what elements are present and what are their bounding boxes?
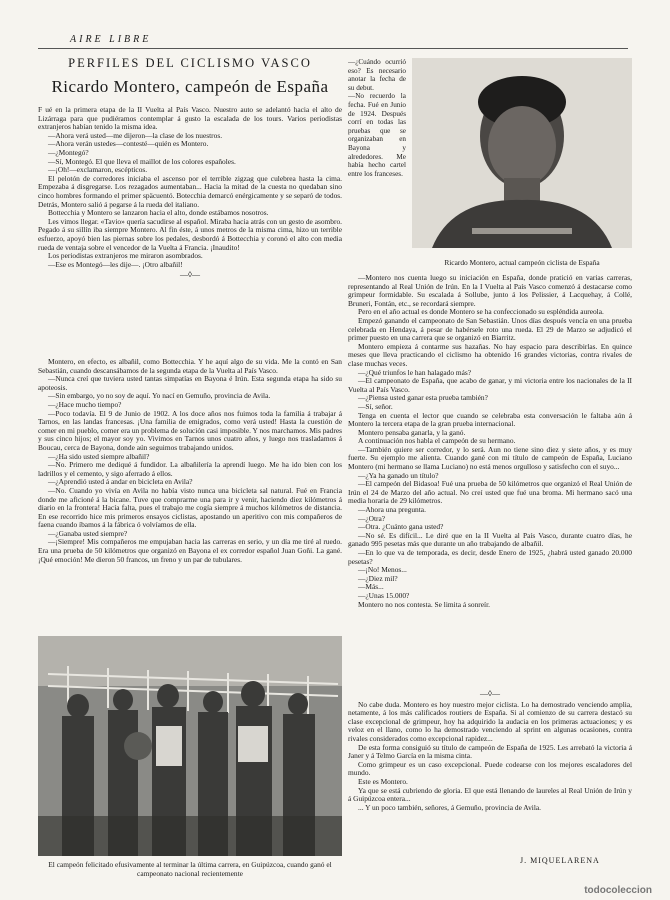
- paragraph: Este es Montero.: [358, 776, 408, 786]
- column-right-end: [348, 688, 632, 852]
- paragraph: —El campeón del Bidasoa! Fué una prueba de 50 kilómetros que organizó el Real Unión de Irún el 24 de Marzo del año actual. No creí usted que fué una broma. Mi hermano sacó una media horaria de 29 kilómetros.: [348, 479, 632, 506]
- portrait-image: [412, 58, 632, 248]
- paragraph: —No sé. Es difícil... Le diré que en la II Vuelta al País Vasco, durante cuatro días, he ganado 995 pesetas más que durante un año trabajando de albañil.: [348, 530, 632, 549]
- paragraph: —Ahora verá usted—me dijeron—la clase de los nuestros.: [48, 130, 223, 140]
- section-ornament: —◊—: [180, 270, 200, 280]
- paragraph: —Poco todavía. El 9 de Junio de 1902. A los doce años nos fuimos toda la familia á trabajar á Tarnos, en las landas francesas. ¡Una familia de emigrados, como verá usted! Hasta la cuestión de comer en mi pueblo, comer era un problema de solución casi imposible. Y nos marchamos. Mis padres y sus cinco hijos; el mayor soy yo. Vivimos en Tarnos unos cuatro años, y luego nos trasladamos á Boucau, cerca de Bayona, donde aún seguimos trabajando unidos.: [38, 408, 342, 452]
- paragraph: —¿Cuándo ocurrió eso? Es necesario anotar la fecha de su debut.: [348, 58, 406, 92]
- column-right-main: [348, 274, 632, 680]
- paragraph: Empezó ganando el campeonato de San Sebastián. Unos días después vencía en una prueba celebrada en Hendaya, á pesar de habérsele roto una rueda. El 29 de Marzo se adjudicó el primer puesto en una carrera que se organizó en Biarritz.: [348, 315, 632, 343]
- paragraph: —Sin embargo, yo no soy de aquí. Yo nací en Gemuño, provincia de Avila.: [48, 391, 271, 401]
- paragraph: —¿Ya ha ganado un título?: [358, 470, 439, 480]
- paragraph: —Ahora verán ustedes—contesté—quién es Montero.: [48, 139, 209, 149]
- article-title: Ricardo Montero, campeón de España: [51, 77, 329, 96]
- magazine-header: AIRE LIBRE: [70, 34, 152, 45]
- column-left-top: [38, 106, 342, 352]
- portrait-photo: [412, 58, 632, 248]
- article-kicker: PERFILES DEL CICLISMO VASCO: [68, 56, 312, 70]
- paragraph: —¿Hace mucho tiempo?: [48, 399, 122, 409]
- paragraph: —Nunca creí que tuviera usted tantas simpatías en Bayona é Irún. Esta segunda etapa ha sido su apoteosis.: [38, 374, 342, 392]
- paragraph: Pero en el año actual es donde Montero se ha confeccionado su espléndida aureola.: [358, 307, 604, 317]
- paragraph: —¡Siempre! Mis compañeros me empujaban hacia las carreras en serio, y un día me tiré al ruedo. Era una prueba de 50 kilómetros que organizó en Bayona el ex corredor español Juan Goñi. La gané. ¡Qué emoción! Me dieron 50 francos, un freno y un par de tubulares.: [38, 537, 342, 564]
- paragraph: Bottecchia y Montero se lanzaron hacia el alto, donde estábamos nosotros.: [48, 208, 269, 218]
- paragraph: —¿Ha sido usted siempre albañil?: [48, 451, 150, 461]
- paragraph: Como grimpeur es un caso excepcional. Puede codearse con los mejores escaladores del mundo.: [348, 759, 632, 778]
- paragraph: Montero pensaba ganarla, y la ganó.: [358, 427, 466, 437]
- paragraph: A continuación nos habla el campeón de su hermano.: [358, 436, 516, 446]
- paragraph: —Montero nos cuenta luego su iniciación en España, donde pratició en varias carreras, representando al Real Unión de Irún. En la I Vuelta al País Vasco comenzó á destacarse como grimpeur formidable. Su escalada á Sollube, junto á los Pelissier, á Lacquehay, á Collé, Bruneri, Fontán, etc., se recordará siempre.: [348, 274, 632, 308]
- paragraph: —No recuerdo la fecha. Fué en Junio de 1924. Después corrí en todas las pruebas que se organizaban en Bayona y alrededores. Me había hecho cartel entre los franceses.: [348, 92, 406, 178]
- crowd-photo-image: [38, 636, 342, 856]
- author-signature: J. MIQUELARENA: [520, 856, 600, 865]
- paragraph: El pelotón de corredores iniciaba el ascenso por el terrible zigzag que culebrea hasta la cima. Empezaba á disgregarse. Los rezagados aumentaban... Hacia la mitad de la cuesta no quedaban sino cinco hombres formando el primer späcuentó. Botecchia demarcó enérgicamente y se separó de todos. Detrás, Montero salió á pegarse á la rueda del italiano.: [38, 173, 342, 209]
- paragraph: Montero, en efecto, es albañil, como Bottecchia. Y he aquí algo de su vida. Me la contó en San Sebastián, cuando descansábamos de la segunda etapa de la Vuelta al País Vasco.: [38, 358, 342, 375]
- watermark: todocoleccion: [584, 885, 652, 896]
- paragraph: —¿Aprendió usted á andar en bicicleta en Avila?: [48, 477, 193, 487]
- paragraph: —También quiere ser corredor, y lo será. Aun no tiene sino diez y siete años, y es muy fuerte. Su ejemplo me alienta. Cuando gané con mi título de campeón de España, Luciano Montero (mi hermano se llama Luciano) no está menos orgulloso y satisfecho con el suyo...: [348, 444, 632, 472]
- paragraph: —¿Diez mil?: [358, 573, 398, 583]
- paragraph: Montero empieza á contarme sus hazañas. No hay espacio para describirlas. En quince meses que lleva practicando el ciclismo ha obtenido 16 grandes victorias, contra rivales de clase muchas veces.: [348, 341, 632, 368]
- paragraph: —¿Otra?: [358, 513, 386, 523]
- paragraph: —¿Montegó?: [48, 147, 89, 157]
- crowd-photo-caption: El campeón felicitado efusivamente al terminar la última carrera, en Guipúzcoa, cuando ganó el campeonato nacional recientemente: [48, 860, 332, 878]
- paragraph: —¡No! Menos...: [358, 565, 407, 575]
- paragraph: Montero no nos contesta. Se limita á sonreír.: [358, 599, 490, 609]
- paragraph: —¿Qué triunfos le han halagado más?: [358, 367, 472, 377]
- portrait-caption: Ricardo Montero, actual campeón ciclista de España: [444, 258, 600, 267]
- column-right-narrow: [348, 58, 406, 304]
- paragraph: —Más...: [358, 582, 384, 592]
- paragraph: —No. Cuando yo vivía en Avila no había visto nunca una bicicleta sal natural. Fué en Francia donde me aficioné á la bicane. Tuve que comprarme una para ir y venir, haciendo diez kilómetros á diario en la frontera! Hacía falta, pues el trabajo me cogía siempre á muchos kilómetros de distancia. En ese recorrido hice mis primeros ensayos ciclistas, apostando un aperitivo con mis compañeros de faena cuando íbamos á la fábrica ó volvíamos de ella.: [38, 485, 342, 530]
- paragraph: —¡Oh!—exclamaron, escépticos.: [48, 165, 148, 175]
- paragraph: —Ahora una pregunta.: [358, 505, 426, 515]
- section-ornament: —◊—: [480, 689, 500, 698]
- paragraph: Tenga en cuenta el lector que cuando se celebraba esta conversación le faltaba aún á Montero la tercera etapa de la gran prueba internacional.: [348, 410, 632, 429]
- paragraph: —¿Ganaba usted siempre?: [48, 528, 128, 538]
- paragraph: —Otra. ¿Cuánto gana usted?: [358, 522, 444, 532]
- column-left-middle: [38, 358, 342, 632]
- paragraph: Les vimos llegar. «Tavio» quería sacudirse al español. Miraba hacia atrás con un gesto de asombro. Pegado á su sillín iba siempre Montero. Al fin éste, á unos metros de la misma cima, hizo un terrible esfuerzo, apoyó bien las piernas sobre los pedales, desbordó á Bottecchia y coronó el alto con media rueda de ventaja sobre el vencedor de la Vuelta á Francia. ¡Inaudito!: [38, 216, 342, 252]
- paragraph: —¿Unas 15.000?: [358, 590, 410, 600]
- paragraph: —El campeonato de España, que acabo de ganar, y mi victoria entre los nacionales de la II Vuelta al País Vasco.: [348, 376, 632, 394]
- paragraph: —Ese es Montegó—les dije—. ¡Otro albañil!: [48, 259, 183, 269]
- paragraph: ... Y un poco también, señores, á Gemuño, provincia de Avila.: [358, 802, 542, 812]
- crowd-photo: [38, 636, 342, 856]
- paragraph: —Sí, Montegó. El que lleva el maillot de los colores españoles.: [48, 156, 236, 166]
- paragraph: No cabe duda. Montero es hoy nuestro mejor ciclista. Lo ha demostrado venciendo amplia, netamente, á los más calificados routiers de España. Si al comienzo de su carrera destacó su clase excepcional de grimpeur, hoy ha adquirido la audacia en los primeras actuaciones; y es veloz en el llano, como lo ha demostrado venciendo al sprint en algunas ocasiones, contra rivales considerados como excepcional rapidez...: [348, 699, 632, 743]
- paragraph: —Sí, señor.: [358, 401, 393, 411]
- paragraph: Los periodistas extranjeros me miraron asombrados.: [48, 251, 203, 261]
- paragraph: —No. Primero me dediqué á fundidor. La albañilería la aprendí luego. Me ha ido bien con los ladrillos y el cemento, y sigo aferrado á ellos.: [38, 460, 342, 478]
- header-rule: [38, 48, 628, 49]
- paragraph: Ya que se está cubriendo de gloria. El que está llenando de laureles al Real Unión de Irún y á Guipúzcoa entera...: [348, 785, 632, 804]
- paragraph: —¿Piensa usted ganar esta prueba también?: [358, 393, 488, 403]
- paragraph: De esta forma consiguió su título de campeón de España de 1925. Les arrebató la victoria á Janer y á Telmo García en la misma cinta.: [348, 742, 632, 761]
- paragraph: —En lo que va de temporada, es decir, desde Enero de 1925, ¿habrá usted ganado 20.000 pesetas?: [348, 548, 632, 566]
- paragraph: F ué en la primera etapa de la II Vuelta al País Vasco. Nuestro auto se adelantó hacia el alto de Lizárraga para que pudiéramos contemplar á gusto la escalada de los tours. Varios periodistas extranjeros habían tenido la misma idea.: [38, 106, 342, 132]
